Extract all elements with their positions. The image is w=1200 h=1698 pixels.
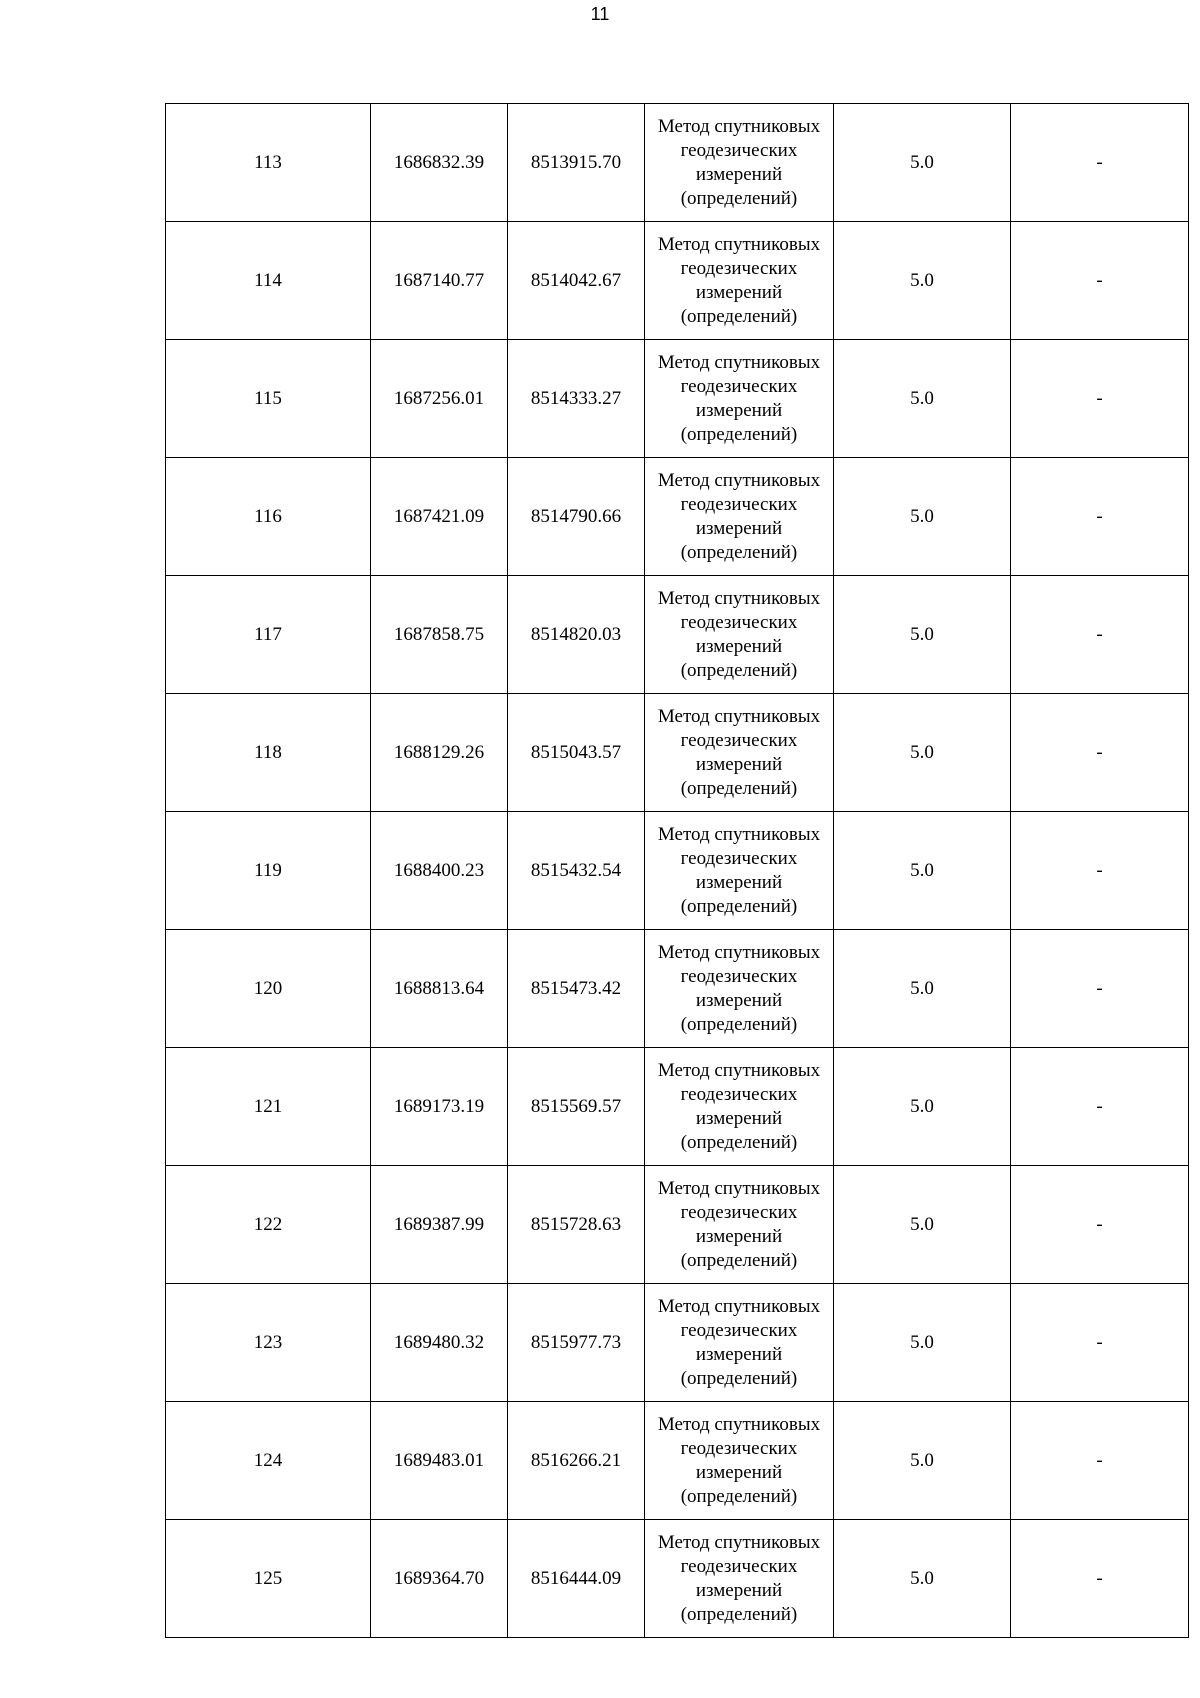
note-cell: - xyxy=(1011,340,1189,458)
accuracy-cell: 5.0 xyxy=(834,812,1011,930)
table-row xyxy=(166,458,1189,576)
point-number-cell: 121 xyxy=(166,1048,371,1166)
table-row xyxy=(166,104,1189,222)
note-cell: - xyxy=(1011,104,1189,222)
x-coordinate-cell: 1687858.75 xyxy=(371,576,508,694)
point-number-cell: 120 xyxy=(166,930,371,1048)
x-coordinate-cell: 1687421.09 xyxy=(371,458,508,576)
x-coordinate-cell: 1689483.01 xyxy=(371,1402,508,1520)
accuracy-cell: 5.0 xyxy=(834,222,1011,340)
y-coordinate-cell: 8514790.66 xyxy=(508,458,645,576)
x-coordinate-cell: 1686832.39 xyxy=(371,104,508,222)
y-coordinate-cell: 8515043.57 xyxy=(508,694,645,812)
y-coordinate-cell: 8515473.42 xyxy=(508,930,645,1048)
x-coordinate-cell: 1688129.26 xyxy=(371,694,508,812)
method-cell xyxy=(645,576,834,694)
y-coordinate-cell: 8515728.63 xyxy=(508,1166,645,1284)
accuracy-cell: 5.0 xyxy=(834,340,1011,458)
table-row xyxy=(166,812,1189,930)
method-cell xyxy=(645,1048,834,1166)
note-cell: - xyxy=(1011,222,1189,340)
x-coordinate-cell: 1688400.23 xyxy=(371,812,508,930)
x-coordinate-cell: 1689387.99 xyxy=(371,1166,508,1284)
method-cell xyxy=(645,1284,834,1402)
point-number-cell: 116 xyxy=(166,458,371,576)
accuracy-cell: 5.0 xyxy=(834,694,1011,812)
point-number-cell: 117 xyxy=(166,576,371,694)
accuracy-cell: 5.0 xyxy=(834,1048,1011,1166)
method-text: Метод спутниковых геодезических измерений (определений) xyxy=(657,1059,821,1153)
y-coordinate-cell: 8514333.27 xyxy=(508,340,645,458)
y-coordinate-cell: 8516266.21 xyxy=(508,1402,645,1520)
method-cell xyxy=(645,340,834,458)
y-coordinate-cell: 8514820.03 xyxy=(508,576,645,694)
method-text: Метод спутниковых геодезических измерений (определений) xyxy=(657,1531,821,1625)
table-row xyxy=(166,694,1189,812)
x-coordinate-cell: 1687256.01 xyxy=(371,340,508,458)
y-coordinate-cell: 8515432.54 xyxy=(508,812,645,930)
point-number-cell: 119 xyxy=(166,812,371,930)
method-cell xyxy=(645,1166,834,1284)
table-row xyxy=(166,1520,1189,1638)
method-cell xyxy=(645,104,834,222)
coordinates-table xyxy=(165,103,1189,1638)
table-row xyxy=(166,340,1189,458)
method-text: Метод спутниковых геодезических измерений (определений) xyxy=(657,233,821,327)
note-cell: - xyxy=(1011,576,1189,694)
page-number: 11 xyxy=(590,4,610,24)
method-text: Метод спутниковых геодезических измерений (определений) xyxy=(657,941,821,1035)
method-text: Метод спутниковых геодезических измерений (определений) xyxy=(657,587,821,681)
table-row xyxy=(166,222,1189,340)
table-row xyxy=(166,930,1189,1048)
table-row xyxy=(166,1284,1189,1402)
method-text: Метод спутниковых геодезических измерений (определений) xyxy=(657,1177,821,1271)
note-cell: - xyxy=(1011,1166,1189,1284)
note-cell: - xyxy=(1011,458,1189,576)
method-cell xyxy=(645,1520,834,1638)
point-number-cell: 125 xyxy=(166,1520,371,1638)
method-cell xyxy=(645,812,834,930)
note-cell: - xyxy=(1011,930,1189,1048)
note-cell: - xyxy=(1011,694,1189,812)
note-cell: - xyxy=(1011,812,1189,930)
method-text: Метод спутниковых геодезических измерений (определений) xyxy=(657,115,821,209)
point-number-cell: 123 xyxy=(166,1284,371,1402)
note-cell: - xyxy=(1011,1520,1189,1638)
point-number-cell: 124 xyxy=(166,1402,371,1520)
method-cell xyxy=(645,694,834,812)
accuracy-cell: 5.0 xyxy=(834,104,1011,222)
point-number-cell: 114 xyxy=(166,222,371,340)
table-row xyxy=(166,1402,1189,1520)
y-coordinate-cell: 8515569.57 xyxy=(508,1048,645,1166)
y-coordinate-cell: 8513915.70 xyxy=(508,104,645,222)
x-coordinate-cell: 1687140.77 xyxy=(371,222,508,340)
x-coordinate-cell: 1688813.64 xyxy=(371,930,508,1048)
method-text: Метод спутниковых геодезических измерений (определений) xyxy=(657,351,821,445)
coordinates-table-body xyxy=(166,104,1189,1638)
note-cell: - xyxy=(1011,1284,1189,1402)
x-coordinate-cell: 1689173.19 xyxy=(371,1048,508,1166)
point-number-cell: 115 xyxy=(166,340,371,458)
x-coordinate-cell: 1689364.70 xyxy=(371,1520,508,1638)
method-cell xyxy=(645,930,834,1048)
y-coordinate-cell: 8514042.67 xyxy=(508,222,645,340)
method-cell xyxy=(645,458,834,576)
point-number-cell: 113 xyxy=(166,104,371,222)
note-cell: - xyxy=(1011,1048,1189,1166)
note-cell: - xyxy=(1011,1402,1189,1520)
x-coordinate-cell: 1689480.32 xyxy=(371,1284,508,1402)
accuracy-cell: 5.0 xyxy=(834,1166,1011,1284)
method-cell xyxy=(645,222,834,340)
accuracy-cell: 5.0 xyxy=(834,1284,1011,1402)
table-row xyxy=(166,576,1189,694)
table-row xyxy=(166,1166,1189,1284)
y-coordinate-cell: 8515977.73 xyxy=(508,1284,645,1402)
accuracy-cell: 5.0 xyxy=(834,930,1011,1048)
accuracy-cell: 5.0 xyxy=(834,458,1011,576)
point-number-cell: 122 xyxy=(166,1166,371,1284)
method-cell xyxy=(645,1402,834,1520)
y-coordinate-cell: 8516444.09 xyxy=(508,1520,645,1638)
accuracy-cell: 5.0 xyxy=(834,1402,1011,1520)
accuracy-cell: 5.0 xyxy=(834,576,1011,694)
method-text: Метод спутниковых геодезических измерений (определений) xyxy=(657,1413,821,1507)
method-text: Метод спутниковых геодезических измерений (определений) xyxy=(657,823,821,917)
method-text: Метод спутниковых геодезических измерений (определений) xyxy=(657,469,821,563)
accuracy-cell: 5.0 xyxy=(834,1520,1011,1638)
method-text: Метод спутниковых геодезических измерений (определений) xyxy=(657,705,821,799)
point-number-cell: 118 xyxy=(166,694,371,812)
table-row xyxy=(166,1048,1189,1166)
method-text: Метод спутниковых геодезических измерений (определений) xyxy=(657,1295,821,1389)
